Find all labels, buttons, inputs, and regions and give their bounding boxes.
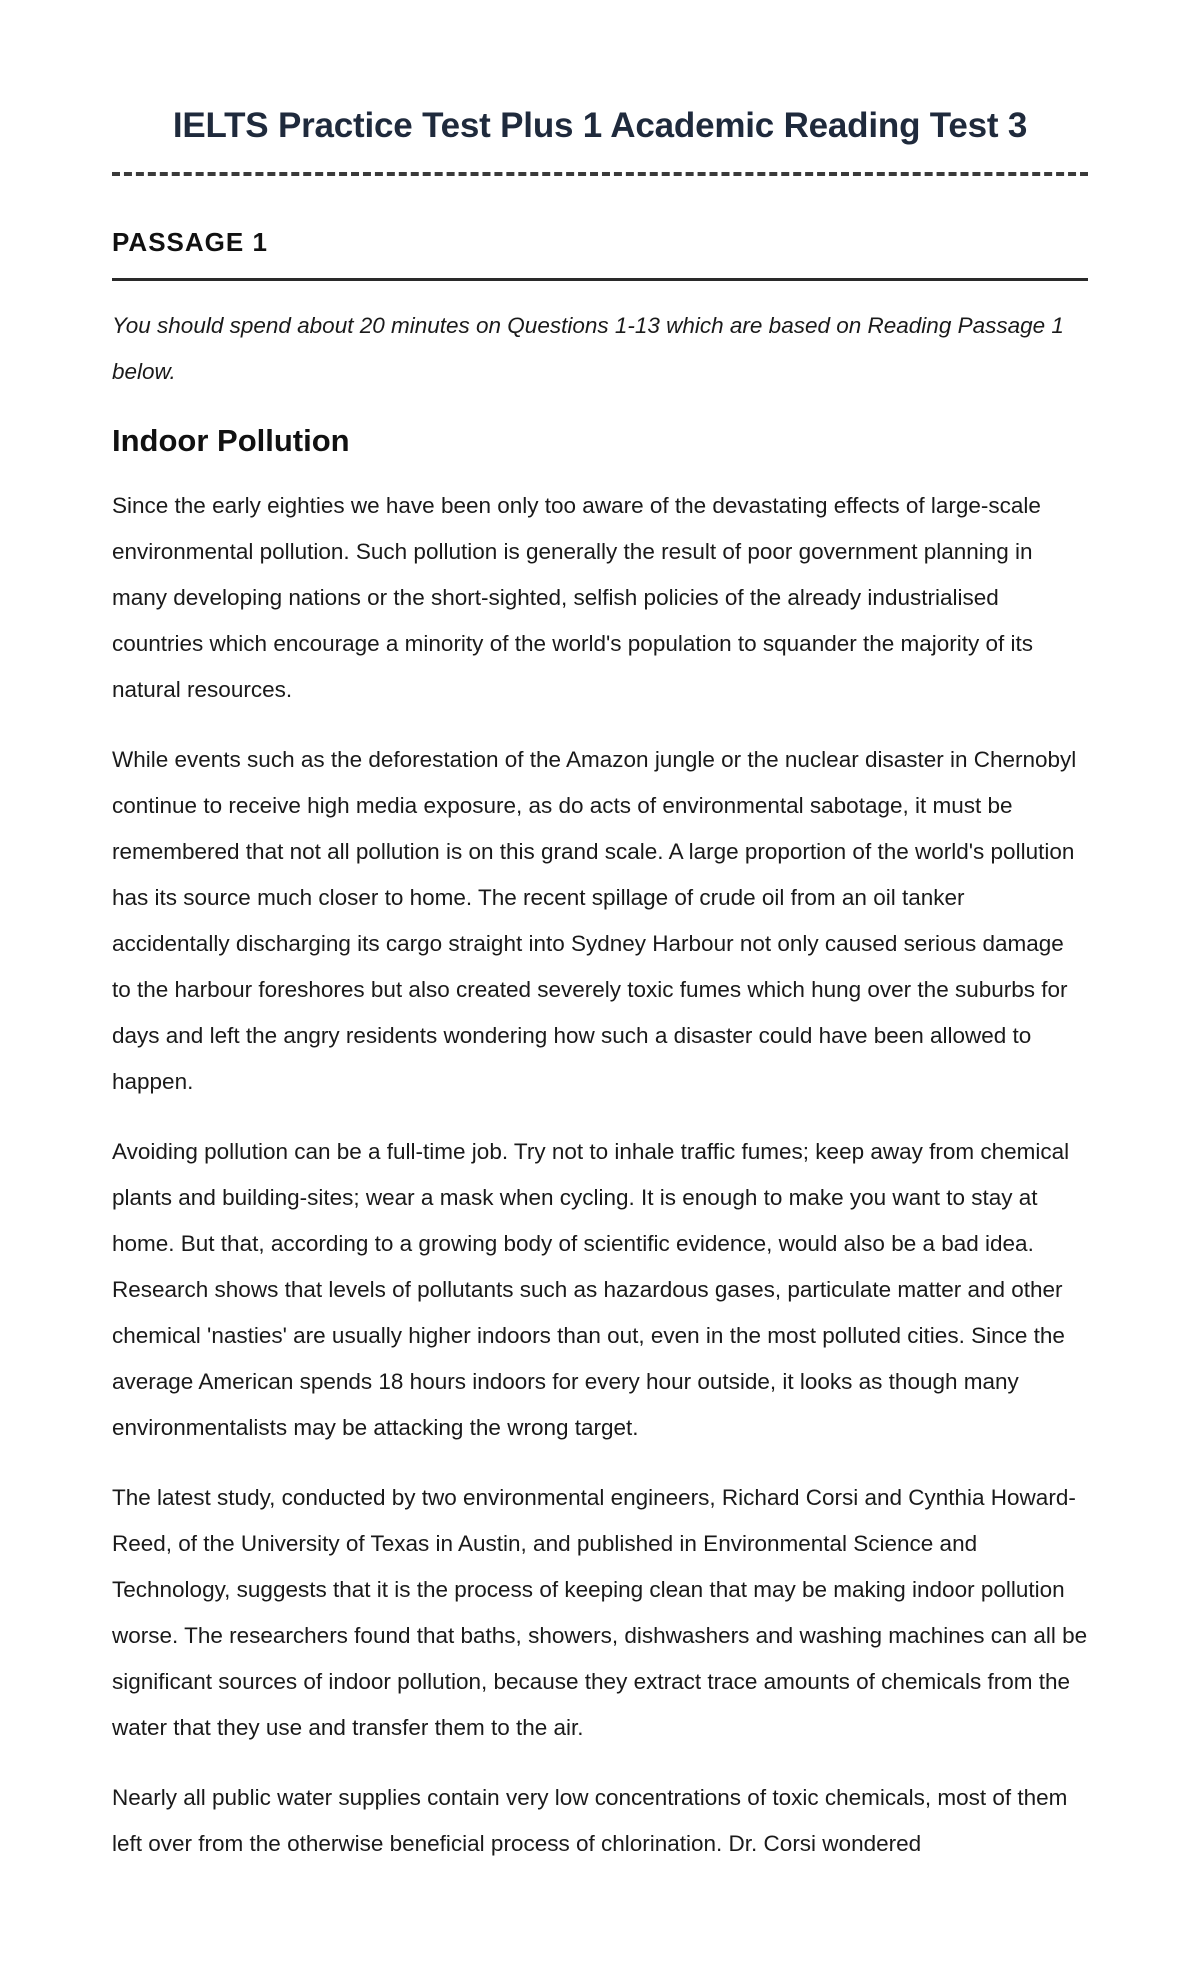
- instructions-text: You should spend about 20 minutes on Questions 1-13 which are based on Reading Passage 1 below.: [112, 313, 1064, 384]
- passage-paragraph: Avoiding pollution can be a full-time job. Try not to inhale traffic fumes; keep away from chemical plants and building-sites; wear a mask when cycling. It is enough to make you want to stay at home. But that, according to a growing body of scientific evidence, would also be a bad idea. Research shows that levels of pollutants such as hazardous gases, particulate matter and other chemical 'nasties' are usually higher indoors than out, even in the most polluted cities. Since the average American spends 18 hours indoors for every hour outside, it looks as though many environmentalists may be attacking the wrong target.: [112, 1139, 1070, 1440]
- passage-paragraph: The latest study, conducted by two environmental engineers, Richard Corsi and Cynthia Howard-Reed, of the University of Texas in Austin, and published in Environmental Science and Technology, suggests that it is the process of keeping clean that may be making indoor pollution worse. The researchers found that baths, showers, dishwashers and washing machines can all be significant sources of indoor pollution, because they extract trace amounts of chemicals from the water that they use and transfer them to the air.: [112, 1485, 1088, 1740]
- passage-heading: PASSAGE 1: [112, 227, 268, 257]
- passage-divider: [112, 278, 1088, 281]
- article-title: Indoor Pollution: [112, 423, 350, 458]
- passage-paragraph: While events such as the deforestation of the Amazon jungle or the nuclear disaster in Chernobyl continue to receive high media exposure, as do acts of environmental sabotage, it must be remembered that not all pollution is on this grand scale. A large proportion of the world's pollution has its source much closer to home. The recent spillage of crude oil from an oil tanker accidentally discharging its cargo straight into Sydney Harbour not only caused serious damage to the harbour foreshores but also created severely toxic fumes which hung over the suburbs for days and left the angry residents wondering how such a disaster could have been allowed to happen.: [112, 747, 1077, 1094]
- document-title: IELTS Practice Test Plus 1 Academic Reading Test 3: [172, 106, 1028, 145]
- passage-paragraph: Since the early eighties we have been only too aware of the devastating effects of large-scale environmental pollution. Such pollution is generally the result of poor government planning in many developing nations or the short-sighted, selfish policies of the already industrialised countries which encourage a minority of the world's population to squander the majority of its natural resources.: [112, 493, 1041, 702]
- passage-paragraph: Nearly all public water supplies contain very low concentrations of toxic chemicals, most of them left over from the otherwise beneficial process of chlorination. Dr. Corsi wondered: [112, 1785, 1068, 1856]
